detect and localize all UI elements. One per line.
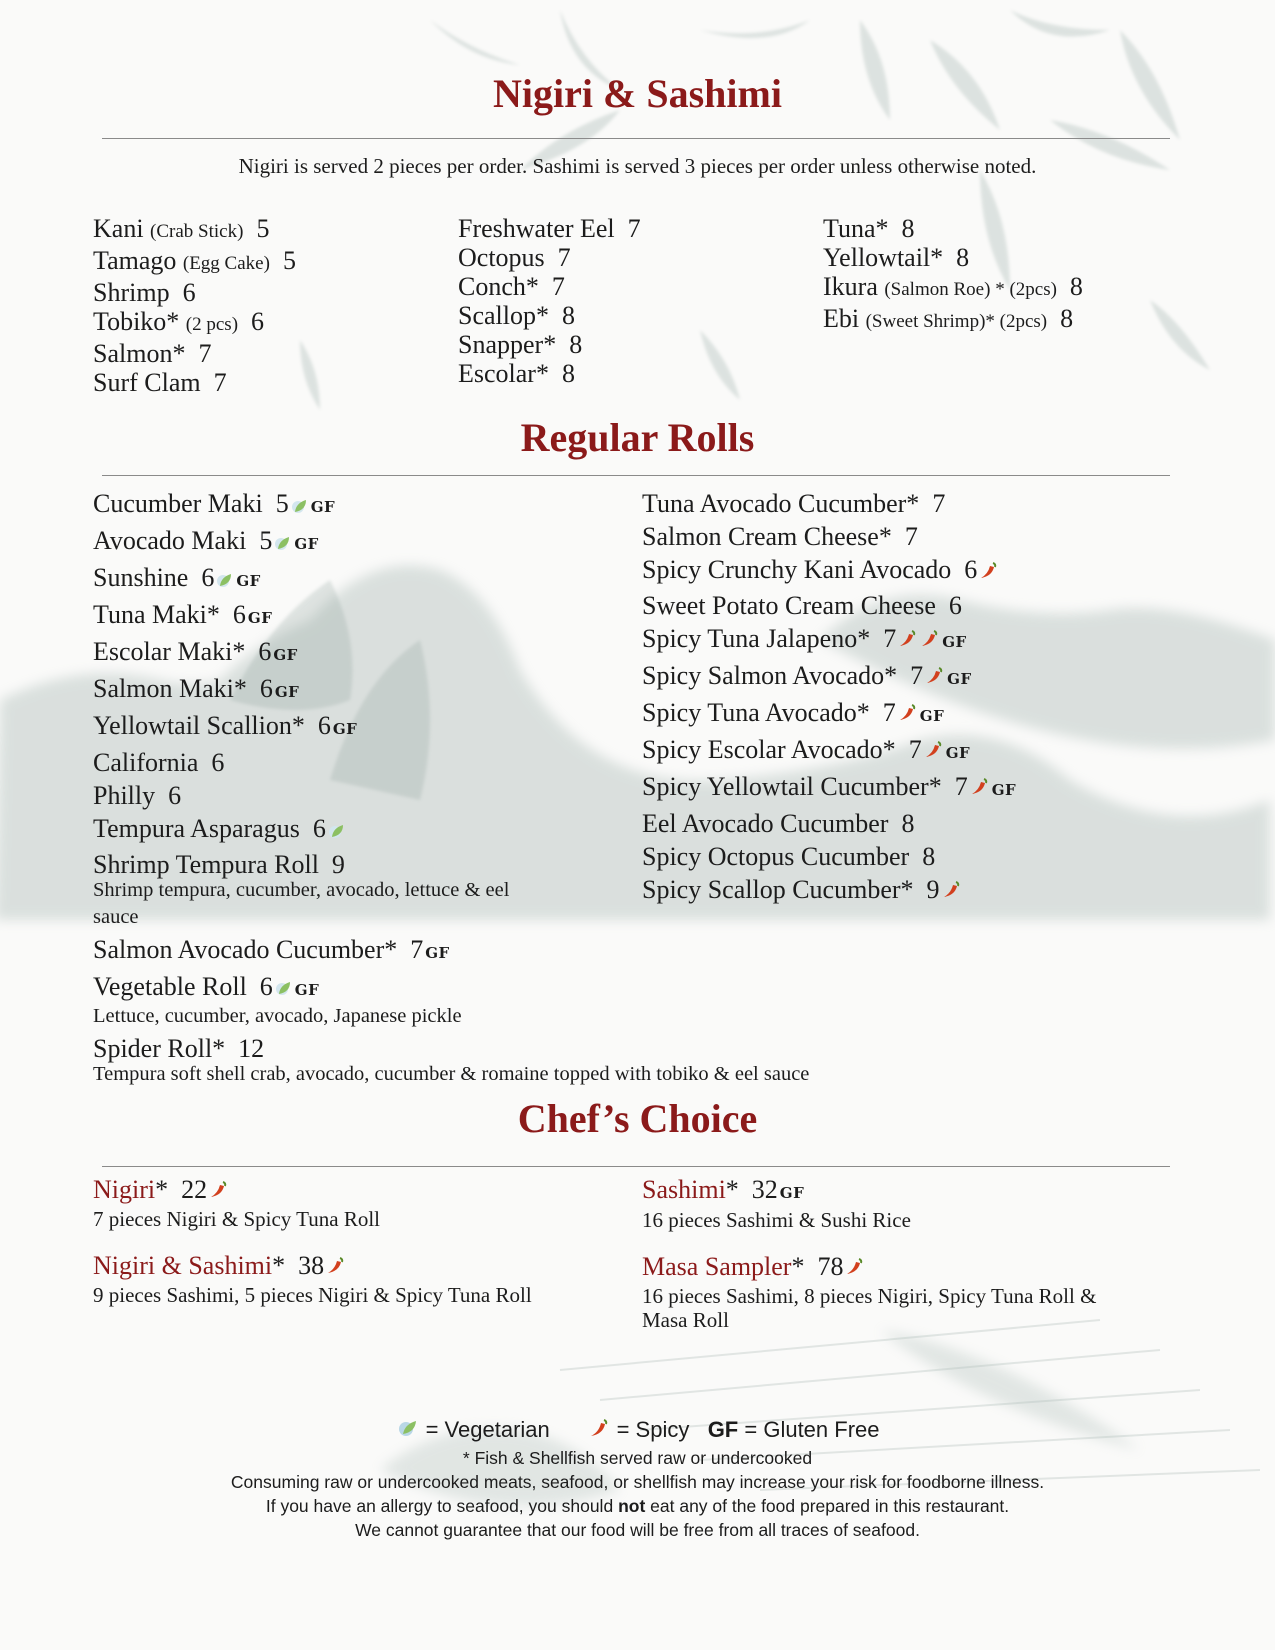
spicy-chili-icon [845,1254,865,1284]
seafood-guarantee-note: We cannot guarantee that our food will be free from all traces of seafood. [355,1519,920,1540]
roll-item-name: Spicy Tuna Jalapeno* [642,623,871,653]
chef-choice-star: * [791,1252,805,1281]
nigiri-serving-note: Nigiri is served 2 pieces per order. Sashimi is served 3 pieces per order unless otherwise noted. [238,154,1037,178]
nigiri-item-name: Snapper* [458,330,557,359]
chef-choice-star: * [272,1251,286,1281]
roll-item [642,520,1182,553]
nigiri-item-detail: (Sweet Shrimp) [865,311,986,332]
spicy-chili-icon [898,624,918,657]
nigiri-item-price: 8 [1069,272,1083,301]
spicy-chili-icon [942,875,962,908]
roll-item-price: 6 [312,814,326,843]
nigiri-item-name: Ebi [823,304,860,333]
roll-item-name: Spicy Octopus Cucumber [642,841,910,871]
vegetarian-leaf-icon [291,490,309,523]
chef-choice-item [642,1175,1112,1232]
roll-item-name: Spicy Tuna Avocado* [642,697,870,727]
gluten-free-mark: GF [947,669,972,688]
nigiri-item [93,368,296,397]
nigiri-item-detail: (Salmon Roe) [884,279,991,300]
rolls-column-right [642,487,1182,908]
chef-choice-name: Nigiri [93,1175,156,1204]
roll-item-price: 6 [211,748,225,777]
nigiri-item-price: 5 [256,214,270,243]
roll-item-name: Salmon Cream Cheese* [642,522,892,551]
roll-item-price: 7 [932,489,946,518]
roll-item-price: 6 [964,555,978,584]
roll-item [642,873,1182,909]
legend-key [0,1416,1275,1446]
roll-item-name: Shrimp Tempura Roll [93,849,319,879]
nigiri-column-2 [458,214,641,388]
roll-item-name: California [93,748,199,777]
nigiri-item [93,339,296,368]
nigiri-item-extra: * (2pcs) [990,279,1057,300]
section-divider [102,138,1170,139]
chef-column-right [642,1175,1112,1352]
nigiri-item-name: Surf Clam [93,368,201,397]
roll-item-price: 9 [331,849,345,879]
roll-item-price: 5 [275,489,289,518]
nigiri-item-price: 7 [198,339,212,368]
roll-item [642,770,1182,807]
roll-item [93,933,553,970]
chef-choice-price: 32 [751,1175,778,1204]
roll-item-description: Tempura soft shell crab, avocado, cucumber & romaine topped with tobiko & eel sauce [93,1062,810,1085]
chef-choice-name: Nigiri & Sashimi [93,1251,273,1281]
nigiri-item [458,330,641,359]
gluten-free-mark: GF [332,720,358,738]
regular-rolls-title: Regular Rolls [520,415,755,460]
nigiri-item [823,214,1083,243]
allergy-warning-emphasis: not [618,1495,646,1516]
allergy-warning-start: If you have an allergy to seafood, you should [265,1495,614,1516]
gluten-free-mark: GF [942,632,967,651]
roll-item-name: Tempura Asparagus [93,814,300,843]
menu-legend [0,1416,1275,1542]
roll-item-name: Salmon Avocado Cucumber* [93,934,398,964]
raw-fish-note: * Fish & Shellfish served raw or undercooked [462,1447,813,1468]
nigiri-item-name: Tamago [93,246,177,275]
roll-item-price: 7 [908,734,922,764]
roll-item [642,553,1182,589]
chef-choice-star: * [725,1175,739,1204]
roll-item-price: 6 [168,781,182,810]
roll-item-price: 6 [317,711,331,740]
roll-item-price: 7 [883,623,897,653]
nigiri-item-price: 5 [282,246,296,275]
nigiri-item-extra: * (2pcs) [985,311,1048,332]
roll-item-price: 8 [901,808,915,838]
chef-choice-description: 9 pieces Sashimi, 5 pieces Nigiri & Spicy Tuna Roll [93,1283,532,1308]
roll-item [642,696,1182,733]
roll-item-name: Spicy Scallop Cucumber* [642,874,914,904]
nigiri-item-detail: (Egg Cake) [182,253,270,274]
gluten-free-mark: GF [991,780,1017,799]
nigiri-item-name: Yellowtail* [823,243,944,272]
roll-item-name: Eel Avocado Cucumber [642,808,889,838]
nigiri-item-name: Escolar* [458,359,549,388]
nigiri-item-price: 7 [213,368,227,397]
nigiri-item-name: Conch* [458,272,539,301]
nigiri-item [93,246,296,278]
roll-item-price: 7 [954,771,968,801]
chef-choice-heading [93,1251,563,1283]
roll-item-name: Spicy Crunchy Kani Avocado [642,555,952,584]
nigiri-item-price: 8 [569,330,583,359]
nigiri-item-detail: (Crab Stick) [150,221,244,242]
legend-spicy-label: = Spicy [616,1417,690,1442]
roll-item-price: 7 [910,660,924,690]
spicy-chili-icon [924,735,944,768]
legend-vegetarian-label: = Vegetarian [425,1417,550,1442]
roll-item [93,779,553,812]
roll-item [93,524,553,561]
nigiri-item [93,278,296,307]
roll-item-name: Spicy Yellowtail Cucumber* [642,771,942,801]
roll-item-name: Spicy Escolar Avocado* [642,734,896,764]
roll-item [93,746,553,779]
nigiri-item-price: 8 [956,243,970,272]
nigiri-item [823,272,1083,304]
gluten-free-mark: GF [274,683,300,701]
roll-item-price: 7 [904,522,918,551]
roll-item [642,807,1182,840]
nigiri-item-name: Tuna* [823,214,889,243]
gluten-free-mark: GF [294,535,319,553]
chef-choice-price: 38 [298,1251,325,1281]
roll-item [642,659,1182,696]
roll-item-name: Cucumber Maki [93,489,263,518]
roll-item [642,487,1182,520]
nigiri-item-price: 6 [251,307,265,336]
nigiri-item [458,301,641,330]
spicy-chili-icon [588,1417,610,1446]
nigiri-item-price: 8 [1060,304,1074,333]
chef-choice-name: Sashimi [642,1175,726,1204]
chef-choice-heading [642,1175,1112,1208]
vegetarian-leaf-icon [275,972,293,1005]
nigiri-item-name: Ikura [823,272,878,301]
roll-item [93,598,553,635]
roll-item-price: 7 [410,934,424,964]
roll-item [642,840,1182,873]
roll-item-price: 6 [201,563,215,592]
spicy-chili-icon [920,624,940,657]
nigiri-item [93,307,296,339]
nigiri-item-price: 8 [901,214,915,243]
gluten-free-mark: GF [779,1184,805,1202]
spicy-chili-icon [925,661,945,694]
roll-item-name: Avocado Maki [93,526,247,555]
nigiri-item-name: Octopus [458,243,545,272]
nigiri-item [93,214,296,246]
chef-choice-description: 16 pieces Sashimi & Sushi Rice [642,1208,911,1232]
nigiri-item [458,214,641,243]
spicy-chili-icon [326,1253,346,1283]
roll-item [93,561,553,598]
chef-choice-description: 7 pieces Nigiri & Spicy Tuna Roll [93,1207,381,1232]
nigiri-item-name: Tobiko* [93,307,180,336]
nigiri-item-name: Freshwater Eel [458,214,615,243]
nigiri-item-price: 8 [562,301,575,330]
nigiri-item [823,243,1083,272]
roll-item-price: 6 [259,971,273,1001]
chef-choice-description: 16 pieces Sashimi, 8 pieces Nigiri, Spicy Tuna Roll & Masa Roll [642,1284,1097,1333]
legend-gluten-free-label: = Gluten Free [744,1417,880,1442]
vegetarian-leaf-icon [328,815,346,848]
gluten-free-mark: GF [425,943,450,962]
spicy-chili-icon [979,556,999,589]
chef-choice-price: 78 [817,1252,844,1281]
roll-item [642,589,1182,622]
gluten-free-mark: GF [919,706,945,725]
roll-item [93,970,553,1007]
roll-item-name: Salmon Maki* [93,674,247,703]
gluten-free-mark: GF [273,646,298,664]
nigiri-column-1 [93,214,296,397]
chef-choice-item [642,1252,1112,1332]
nigiri-item-name: Salmon* [93,339,186,368]
roll-item-price: 6 [259,674,273,703]
chef-column-left [93,1175,563,1327]
roll-item-price: 6 [258,637,272,666]
nigiri-item-price: 8 [561,359,575,388]
nigiri-item-name: Scallop* [458,301,549,330]
legend-gf-mark: GF [707,1417,739,1442]
chef-choice-price: 22 [181,1175,208,1204]
vegetarian-leaf-icon [274,527,292,560]
roll-item-price: 7 [882,697,896,727]
nigiri-sashimi-title: Nigiri & Sashimi [493,71,782,116]
gluten-free-mark: GF [236,572,261,590]
spicy-chili-icon [970,772,990,805]
nigiri-item [458,359,641,388]
nigiri-item [823,304,1083,336]
roll-item-name: Escolar Maki* [93,637,246,666]
roll-item-name: Yellowtail Scallion* [93,711,305,740]
gluten-free-mark: GF [247,609,273,627]
roll-item-name: Tuna Avocado Cucumber* [642,489,920,518]
chef-choice-star: * [155,1175,169,1204]
nigiri-item [458,272,641,301]
chef-choice-name: Masa Sampler [642,1252,792,1281]
nigiri-item-price: 7 [557,243,571,272]
roll-item-name: Spider Roll* [93,1033,226,1063]
nigiri-item-price: 6 [182,278,196,307]
roll-item-name: Spicy Salmon Avocado* [642,660,898,690]
nigiri-item-name: Kani [93,214,144,243]
nigiri-item-detail: (2 pcs) [185,314,239,335]
chef-choice-item [93,1175,563,1231]
roll-item [93,635,553,672]
nigiri-item-name: Shrimp [93,278,170,307]
vegetarian-leaf-icon [216,564,234,597]
nigiri-item-price: 7 [627,214,641,243]
roll-item-description: Lettuce, cucumber, avocado, Japanese pickle [93,1004,462,1027]
roll-item [93,487,553,524]
chef-choice-heading [93,1175,563,1207]
roll-item [93,812,553,848]
roll-item-price: 5 [259,526,273,555]
roll-item-price: 6 [948,590,962,620]
roll-item-name: Sunshine [93,563,189,592]
roll-item [93,709,553,746]
allergy-warning [0,1494,1275,1518]
roll-item [642,622,1182,659]
section-divider [102,1166,1170,1167]
spicy-chili-icon [898,698,918,731]
roll-item-name: Philly [93,781,156,810]
roll-item-name: Tuna Maki* [93,600,220,629]
chefs-choice-title: Chef’s Choice [517,1096,758,1141]
gluten-free-mark: GF [310,498,336,516]
allergy-warning-end: eat any of the food prepared in this restaurant. [650,1495,1010,1516]
roll-item-price: 9 [926,874,940,904]
chef-choice-heading [642,1252,1112,1284]
chef-choice-item [93,1251,563,1307]
foodborne-warning: Consuming raw or undercooked meats, seafood, or shellfish may increase your risk for foodborne illness. [230,1471,1045,1492]
roll-item-description: Shrimp tempura, cucumber, avocado, lettuce & eel sauce [93,878,510,928]
vegetarian-leaf-icon [397,1417,419,1445]
roll-item-price: 8 [922,841,936,871]
nigiri-item [458,243,641,272]
nigiri-item-price: 7 [551,272,565,301]
roll-item [642,733,1182,770]
spicy-chili-icon [209,1177,229,1207]
roll-item-name: Sweet Potato Cream Cheese [642,590,936,620]
roll-item-price: 12 [238,1033,265,1063]
section-divider [102,475,1170,476]
gluten-free-mark: GF [945,743,971,762]
roll-item-name: Vegetable Roll [93,971,247,1001]
nigiri-column-3 [823,214,1083,336]
gluten-free-mark: GF [294,980,320,999]
roll-item-price: 6 [232,600,246,629]
roll-item [93,672,553,709]
